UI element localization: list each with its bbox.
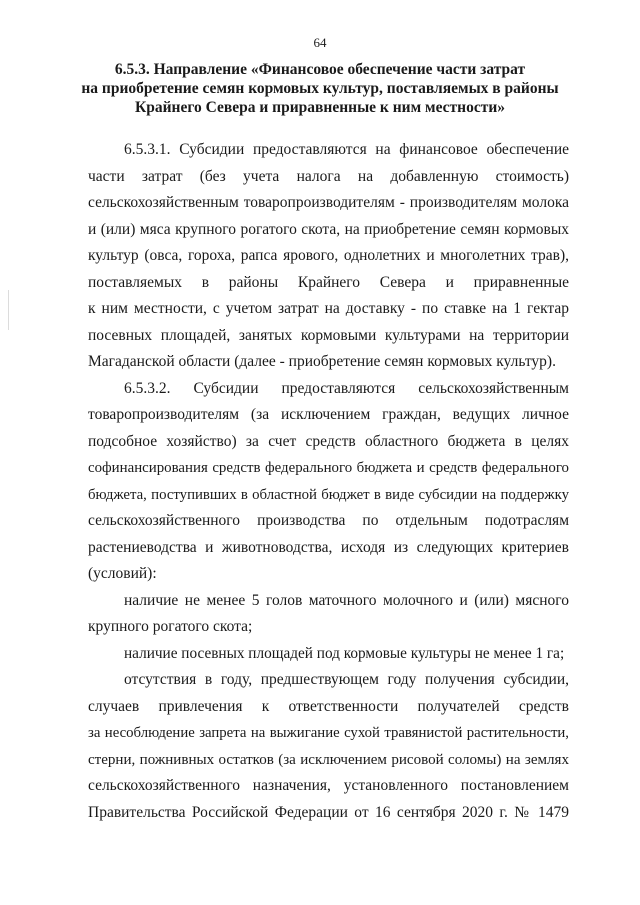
paragraph-line: отсутствия в году, предшествующем году получения субсидии, (124, 671, 569, 688)
document-body (88, 137, 569, 826)
paragraph-line: культур (овса, гороха, рапса ярового, однолетних и многолетних трав), (88, 247, 569, 264)
paragraph-line: крупного рогатого скота; (88, 618, 253, 635)
paragraph-line: случаев привлечения к ответственности получателей средств (88, 697, 569, 715)
paragraph-line: Магаданской области (далее - приобретение семян кормовых культур). (88, 353, 556, 370)
paragraph-line: (условий): (88, 565, 157, 582)
paragraph-line: подсобное хозяйство) за счет средств областного бюджета в целях (88, 432, 569, 450)
paragraph-line: Правительства Российской Федерации от 16 сентября 2020 г. № 1479 (88, 803, 569, 821)
paragraph-line: софинансирования средств федерального бюджета и средств федерального (88, 460, 569, 476)
paragraph-line: посевных площадей, занятых кормовыми культурами на территории (88, 326, 569, 344)
paragraph-line: наличие не менее 5 голов маточного молочного и (или) мясного (124, 591, 569, 609)
scan-artifact (8, 290, 9, 330)
paragraph-line: сельскохозяйственного назначения, установленного постановлением (88, 777, 569, 794)
heading-line: 6.5.3. Направление «Финансовое обеспечение части затрат (114, 61, 526, 78)
paragraph-line: растениеводства и животноводства, исходя из следующих критериев (88, 538, 569, 556)
section-heading (80, 60, 560, 117)
heading-line: Крайнего Севера и приравненные к ним местности» (134, 99, 506, 116)
paragraph-line: стерни, пожнивных остатков (за исключением рисовой соломы) на землях (88, 751, 569, 768)
paragraph-line: к ним местности, с учетом затрат на доставку - по ставке на 1 гектар (88, 300, 569, 317)
paragraph-line: за несоблюдение запрета на выжигание сухой травянистой растительности, (88, 725, 569, 741)
paragraph-line: поставляемых в районы Крайнего Севера и приравненные (88, 273, 569, 291)
paragraph-line: 6.5.3.2. Субсидии предоставляются сельскохозяйственным (124, 379, 569, 397)
paragraph-line: товаропроизводителям (за исключением граждан, ведущих личное (88, 406, 569, 423)
paragraph-line: бюджета, поступивших в областной бюджет в виде субсидии на поддержку (88, 486, 569, 503)
heading-line: на приобретение семян кормовых культур, поставляемых в районы (81, 80, 559, 97)
paragraph-line: наличие посевных площадей под кормовые культуры не менее 1 га; (124, 644, 565, 662)
paragraph-line: части затрат (без учета налога на добавленную стоимость) (88, 167, 569, 185)
paragraph-line: 6.5.3.1. Субсидии предоставляются на финансовое обеспечение (124, 141, 569, 158)
paragraph-line: сельскохозяйственным товаропроизводителям - производителям молока (88, 194, 569, 211)
paragraph-line: сельскохозяйственного производства по отдельным подотраслям (88, 512, 569, 529)
page-number: 64 (313, 35, 327, 50)
paragraph-line: и (или) мяса крупного рогатого скота, на приобретение семян кормовых (88, 220, 569, 238)
